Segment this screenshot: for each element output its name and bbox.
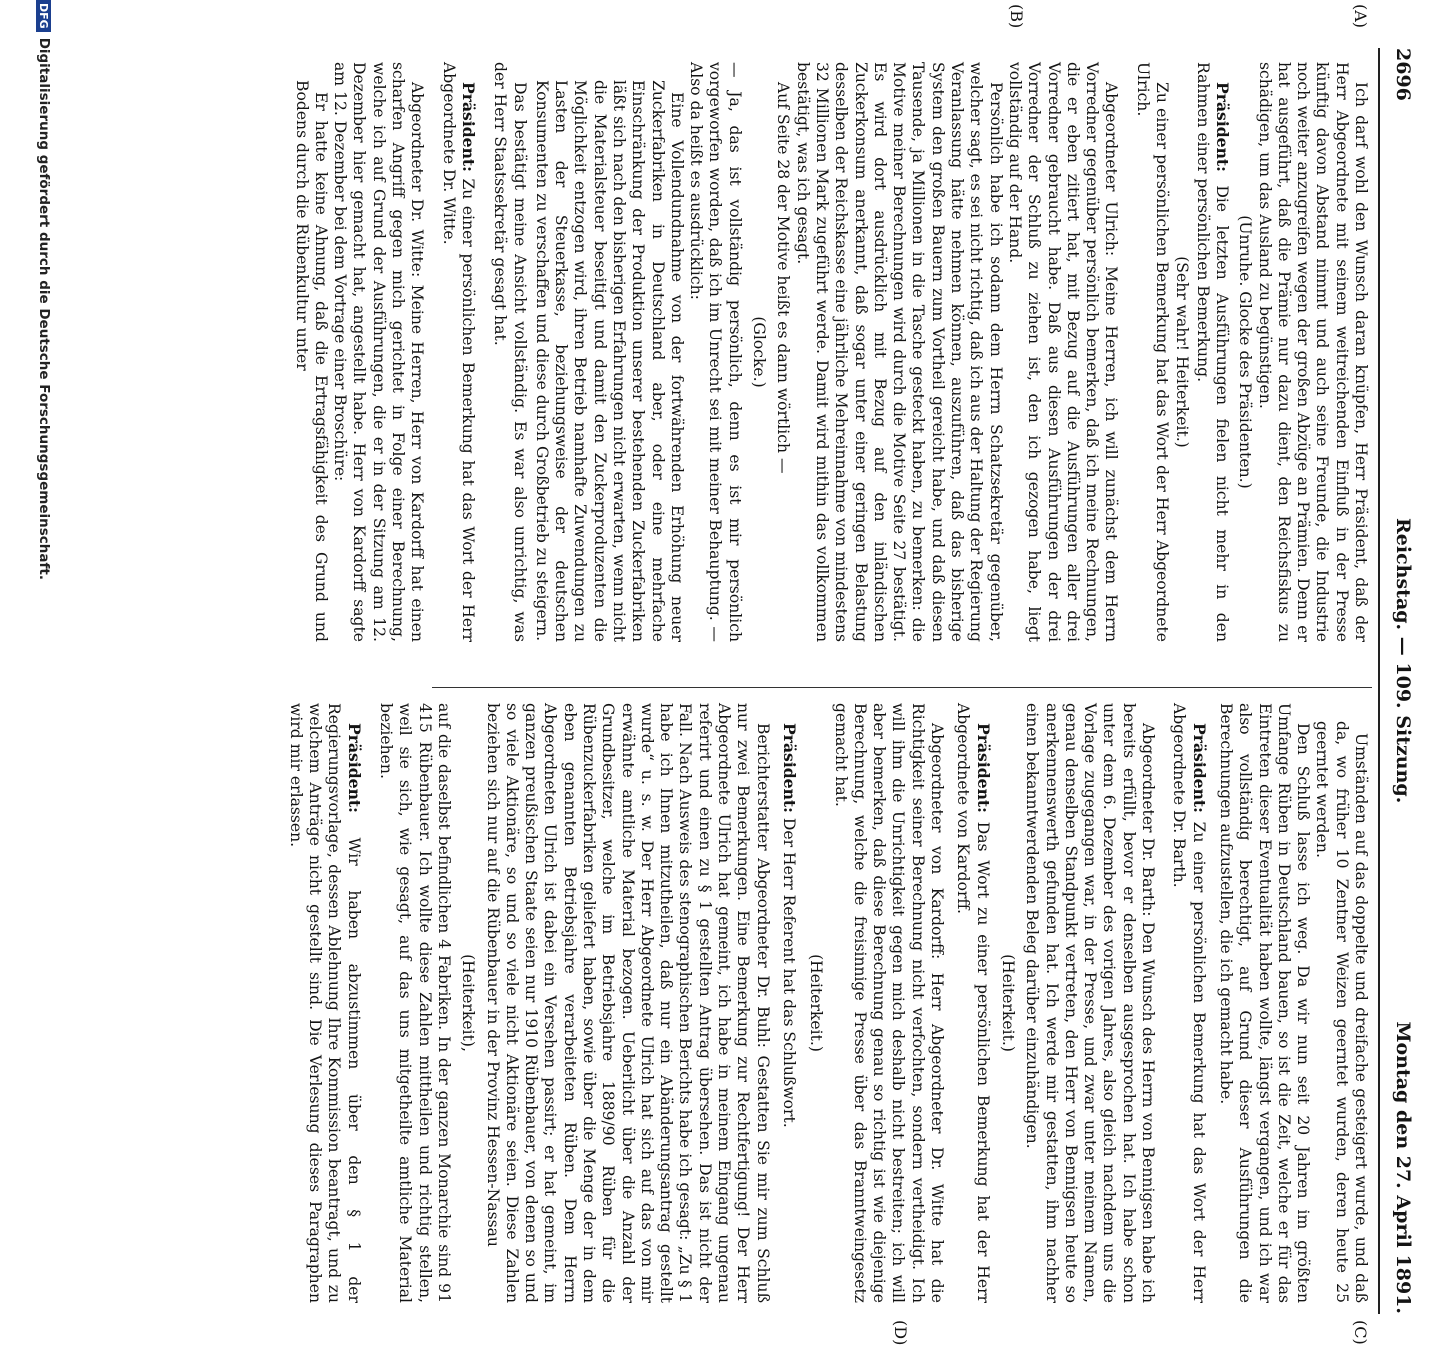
page-number: 2696 — [1392, 48, 1414, 101]
funding-footer — [36, 0, 52, 1000]
speaker-label: Präsident: — [344, 723, 364, 813]
left-paragraph — [1254, 62, 1370, 642]
paragraph-text: Abgeordneter Ulrich: Meine Herren, ich will zunächst dem Herrn Vorredner gegenüber persönlich bemerken, daß ich meine Rechnungen, die er eben zitiert hat, mit Bezug auf die Ausführungen aller drei Vorredner gebraucht habe. Daß aus diesen Ausführungen der drei Vorredner der Schluß zu ziehen ist, den ich gezogen habe, liegt vollständig auf der Hand. — [1005, 62, 1121, 642]
left-paragraph — [1132, 62, 1171, 642]
header-rule — [1378, 48, 1380, 1314]
right-paragraph — [458, 703, 477, 1303]
left-paragraph — [1235, 62, 1254, 642]
paragraph-text: Zu einer persönlichen Bemerkung hat das Wort der Herr Abgeordnete Dr. Barth. — [1170, 703, 1208, 1303]
paragraph-text: Persönlich habe ich sodann dem Herrn Schatzsekretär gegenüber, welcher sagt, es sei nicht richtig, daß ich aus der Haltung der Regierung Veranlassung hätte nehmen können, auszuführen, daß das bisherige System den großen Bauern zum Vortheil gereicht habe, und daß diesen Tausende, ja Millionen in die Tasche gesteckt haben, zu bemerken: die Motive meiner Berechnungen wird durch die Motive Seite 27 bestätigt. Es wird dort ausdrücklich mit Bezug auf den inländischen Zuckerkonsum anerkannt, daß sogar unter einer geringen Belastung desselben der Reichskasse eine jährliche Mehreinnahme von mindestens 32 Millionen Mark zugeführt werde. Damit wird mithin das vollkommen bestätigt, was ich gesagt. — [793, 62, 1005, 642]
left-paragraph — [532, 62, 686, 642]
right-paragraph — [1169, 703, 1209, 1303]
speaker-label: Präsident: — [1212, 82, 1232, 172]
margin-marker-c: (C) — [1351, 1320, 1370, 1345]
paragraph-text: — Ja, das ist vollständig persönlich, denn es ist mir persönlich vorgeworfen worden, daß ich im Unrecht sei mit meiner Behauptung. — Also da heißt es ausdrücklich: — [687, 62, 744, 642]
paragraph-text: (Heiterkeit), — [459, 954, 478, 1052]
paragraph-text: Ich darf wohl den Wunsch daran knüpfen, Herr Präsident, daß der Herr Abgeordnete mit seinem weitreichenden Einfluß in der Presse künftig davon Abstand nimmt und auch seine Freunde, die Industrie noch weiter anzugreifen wegen der großen Abzüge an Prämien. Denn er hat ausgeführt, daß die Prämie nur dazu dient, den Reichsfiskus zu schädigen, um das Ausland zu begünstigen. — [1255, 62, 1370, 642]
left-paragraph — [1192, 62, 1232, 642]
speaker-label: Präsident: — [779, 723, 799, 813]
left-paragraph — [749, 62, 768, 642]
column-divider — [432, 687, 1372, 688]
right-paragraph — [1022, 703, 1157, 1303]
right-paragraph — [779, 703, 799, 1303]
paragraph-text: Zu einer persönlichen Bemerkung hat das Wort der Herr Abgeordnete Ulrich. — [1133, 62, 1172, 642]
paragraph-text: (Heiterkeit.) — [998, 954, 1017, 1052]
right-paragraph — [953, 703, 993, 1303]
paragraph-text: Abgeordneter Dr. Barth: Den Wunsch des Herrn von Bennigsen habe ich bereits erfüllt, bevor er denselben ausgesprochen hat. Ich habe schon unter dem 6. Dezember des vorigen Jahres, also gleich nachdem uns die Vorlage zugegangen war, in der Presse, und zwar unter meinem Namen, genau denselben Standpunkt vertreten, den Herr von Bennigsen heute so anerkennenswerth gefunden hat. Ich werde mir gestatten, ihm nachher einen bekanntwerdenden Beleg darüber einzuhändigen. — [1023, 703, 1158, 1303]
paragraph-text: Er hatte keine Ahnung, daß die Ertragsfähigkeit des Grund und Bodens durch die Rübenkultur unter — [292, 80, 330, 642]
margin-marker-a: (A) — [1351, 4, 1370, 29]
speaker-label: Präsident: — [458, 82, 478, 172]
right-paragraph — [286, 703, 364, 1303]
paragraph-text: (Glocke.) — [750, 316, 769, 388]
paragraph-text: (Sehr wahr! Heiterkeit.) — [1173, 256, 1192, 448]
paragraph-text: Umständen auf das doppelte und dreifache gesteigert wurde, und daß da, wo früher 10 Zentner Weizen geerntet wurden, deren heute 25 geerntet werden. — [1313, 721, 1370, 1303]
speaker-label: Präsident: — [1189, 723, 1209, 813]
paragraph-text: Wir haben abzustimmen über den § 1 der Regierungsvorlage, dessen Ablehnung Ihre Kommission beantragt, und zu welchem Anträge nicht gestellt sind. Die Verlesung dieses Paragraphen wird mir erlassen. — [286, 703, 363, 1303]
right-paragraph — [806, 703, 825, 1303]
right-paragraph — [830, 703, 946, 1303]
left-paragraph — [773, 62, 792, 642]
paragraph-text: Das bestätigt meine Ansicht vollständig. Es war also unrichtig, was der Herr Staatssekretär gesagt hat. — [491, 62, 529, 642]
right-paragraph — [1312, 703, 1370, 1303]
left-paragraph — [1172, 62, 1191, 642]
margin-marker-d: (D) — [891, 1320, 910, 1345]
right-paragraph — [998, 703, 1017, 1303]
paragraph-text: Abgeordneter von Kardorff: Herr Abgeordneter Dr. Witte hat die Richtigkeit seiner Berechnung nicht verfochten, sondern vertheidigt. Ich will ihm die Unrichtigkeit gegen mich deshalb nicht bestreiten; ich will aber bemerken, daß diese Berechnung genau so richtig ist wie diejenige Berechnung, welche die freisinnige Presse über das Branntweingesetz gemacht hat. — [831, 703, 947, 1303]
paragraph-text: Den Schluß lasse ich weg. Da wir nun seit 20 Jahren im größten Umfange Rüben in Deutschland bauen, so ist die Zeit, welche er für das Eintreten dieser Eventualität haben wollte, längst vergangen, und ich war also vollständig berechtigt, auf Grund dieser Ausführungen die Berechnungen aufzustellen, die ich gemacht habe. — [1216, 703, 1313, 1303]
left-column — [291, 62, 1370, 642]
paragraph-text: Auf Seite 28 der Motive heißt es dann wörtlich — — [774, 82, 793, 474]
right-paragraph — [482, 703, 771, 1303]
margin-marker-b: (B) — [1007, 4, 1026, 29]
paragraph-text: auf die daselbst befindlichen 4 Fabriken. In der ganzen Monarchie sind 91 415 Rübenbauer. Ich wollte diese Zahlen mittheilen und richtig stellen, weil sie sich, wie gesagt, auf das uns mitgetheilte amtliche Material beziehen. — [377, 703, 453, 1303]
session-date: Montag den 27. April 1891. — [1392, 1021, 1414, 1314]
footer-text: Digitalisierung gefördert durch die Deutsche Forschungsgemeinschaft. — [36, 37, 52, 580]
left-paragraph — [330, 62, 426, 642]
paragraph-text: Das Wort zu einer persönlichen Bemerkung hat der Herr Abgeordnete von Kardorff. — [954, 703, 992, 1303]
dfg-logo-icon: DFG — [37, 0, 52, 32]
right-paragraph — [376, 703, 453, 1303]
running-header — [1384, 48, 1414, 1314]
paragraph-text: Abgeordneter Dr. Witte: Meine Herren, Herr von Kardorff hat einen scharfen Angriff gegen mich gerichtet in Folge einer Berechnung, welche ich auf Grund der Ausführungen, die er in der Sitzung am 12. Dezember hier gemacht hat, angestellt habe. Herr von Kardorff sagte am 12. Dezember bei dem Vortrage einer Broschüre: — [331, 62, 427, 642]
right-column — [286, 703, 1370, 1303]
paragraph-text: (Heiterkeit.) — [807, 954, 826, 1052]
paragraph-text: (Unruhe. Glocke des Präsidenten.) — [1236, 215, 1255, 489]
paragraph-text: Zu einer persönlichen Bemerkung hat das Wort der Herr Abgeordnete Dr. Witte. — [439, 62, 477, 642]
session-title: Reichstag. — 109. Sitzung. — [1392, 518, 1414, 804]
paragraph-text: Eine Vollendundnahme von der fortwährenden Erhöhung neuer Zuckerfabriken in Deutschland aber, oder eine mehrfache Einschränkung der Produktion unserer bestehenden Zuckerfabriken läßt sich nach den bisherigen Erfahrungen nicht erwarten, wenn nicht die Materialsteuer beseitigt und damit den Zuckerproduzenten die Möglichkeit entzogen wird, ihren Betrieb namhafte Zuwendungen zu Lasten der Steuerkasse, beziehungsweise der deutschen Konsumenten zu verschaffen und diese durch Großbetrieb zu steigern. — [532, 80, 686, 642]
left-paragraph — [291, 62, 330, 642]
paragraph-text: Die letzten Ausführungen fielen nicht mehr in den Rahmen einer persönlichen Bemerkung. — [1193, 62, 1231, 642]
paragraph-text: Der Herr Referent hat das Schlußwort. — [779, 817, 798, 1128]
left-paragraph — [686, 62, 744, 642]
right-paragraph — [1216, 703, 1312, 1303]
left-paragraph — [490, 62, 529, 642]
speaker-label: Präsident: — [973, 723, 993, 813]
left-paragraph — [438, 62, 478, 642]
paragraph-text: Berichterstatter Abgeordneter Dr. Buhl: Gestatten Sie mir zum Schluß nur zwei Bemerkungen. Eine Bemerkung zur Rechtfertigung! Der Herr Abgeordnete Ulrich hat gemeint, ich habe in meinem Eingang ungenau referirt und einen zu § 1 gestellten Antrag übersehen. Das ist nicht der Fall. Nach Ausweis des stenographischen Berichts habe ich gesagt: „Zu § 1 habe ich Ihnen mitzutheilen, daß nur ein Abänderungsantrag gestellt wurde“ u. s. w. Der Herr Abgeordnete Ulrich hat sich auf das von mir erwähnte amtliche Material bezogen. Ueberlicht über die Anzahl der Grundbesitzer, welche im Betriebsjahre 1889/90 Rüben für die Rübenzuckerfabriken geliefert haben, sowie über die Menge der in dem eben genannten Betriebsjahre verarbeiteten Rüben. Dem Herrn Abgeordneten Ulrich ist dabei ein Versehen passirt; er hat gemeint, im ganzen preußischen Staate seien nur 1910 Rübenbauer, von denen so und so viele Aktionäre, so und so viele nicht Aktionäre seien. Diese Zahlen beziehen sich nur auf die Rübenbauer in der Provinz Hessen-Nassau — [483, 703, 772, 1303]
left-paragraph — [1005, 62, 1121, 642]
left-paragraph — [792, 62, 1004, 642]
